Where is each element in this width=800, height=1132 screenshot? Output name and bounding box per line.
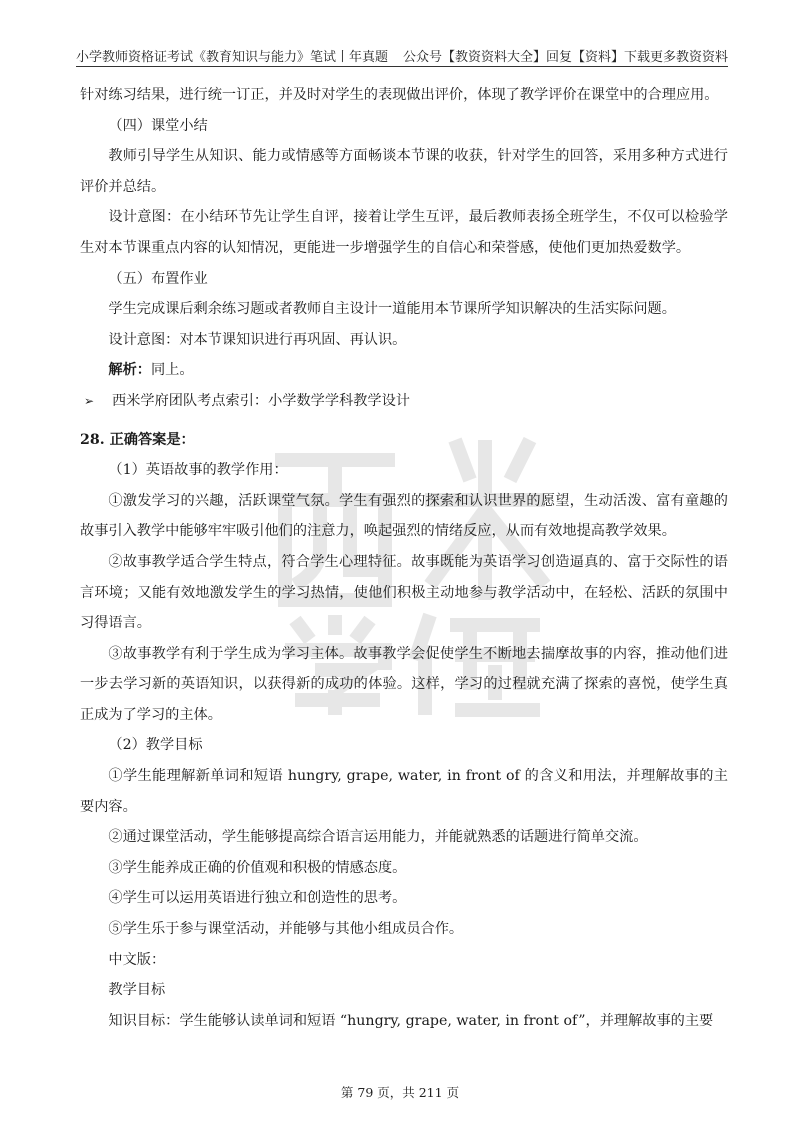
paragraph	[80, 853, 728, 884]
paragraph-text: ②通过课堂活动，学生能够提高综合语言运用能力，并能就熟悉的话题进行简单交流。	[108, 829, 648, 846]
paragraph	[80, 486, 728, 547]
paragraph	[80, 294, 728, 325]
index-bullet-line	[80, 386, 728, 417]
answer-heading	[80, 425, 728, 456]
paragraph	[80, 325, 728, 356]
paragraph-text: （四）课堂小结	[108, 117, 208, 134]
page-body	[80, 80, 728, 1036]
paragraph-text: 设计意图：对本节课知识进行再巩固、再认识。	[108, 331, 407, 348]
page-header	[76, 44, 728, 67]
index-text: 西米学府团队考点索引：小学数学学科教学设计	[112, 392, 410, 409]
paragraph-text: 知识目标：学生能够认读单词和短语 “hungry, grape, water, in front of”，并理解故事的主要	[108, 1012, 714, 1029]
paragraph-text: 教学目标	[108, 982, 166, 999]
paragraph-text: （五）布置作业	[108, 270, 208, 287]
paragraph-text: 设计意图：在小结环节先让学生自评，接着让学生互评，最后教师表扬全班学生，不仅可以检验学生对本节课重点内容的认知情况，更能进一步增强学生的自信心和荣誉感，使他们更加热爱数学。	[80, 209, 728, 256]
paragraph	[80, 883, 728, 914]
paragraph	[80, 264, 728, 295]
paragraph	[80, 914, 728, 945]
paragraph-gap	[80, 417, 728, 425]
paragraph-text: （2）教学目标	[108, 737, 203, 754]
paragraph	[80, 547, 728, 639]
paragraph-text: ③故事教学有利于学生成为学习主体。故事教学会促使学生不断地去揣摩故事的内容，推动他们进一步去学习新的英语知识，以获得新的成功的体验。这样，学习的过程就充满了探索的喜悦，使学生真正成为了学习的主体。	[80, 645, 728, 723]
paragraph	[80, 730, 728, 761]
arrow-bullet-icon: ➢	[84, 393, 95, 408]
paragraph	[80, 455, 728, 486]
paragraph-text: ③学生能养成正确的价值观和积极的情感态度。	[108, 859, 407, 876]
paragraph-text: ①激发学习的兴趣，活跃课堂气氛。学生有强烈的探索和认识世界的愿望，生动活泼、富有童趣的故事引入教学中能够牢牢吸引他们的注意力，唤起强烈的情绪反应，从而有效地提高教学效果。	[80, 492, 728, 540]
paragraph	[80, 761, 728, 822]
paragraph-text: 教师引导学生从知识、能力或情感等方面畅谈本节课的收获，针对学生的回答，采用多种方式进行评价并总结。	[80, 148, 728, 195]
analysis-text: 同上。	[150, 362, 194, 379]
paragraph	[80, 639, 728, 731]
paragraph-text: ②故事教学适合学生特点，符合学生心理特征。故事既能为英语学习创造逼真的、富于交际性的语言环境；又能有效地激发学生的学习热情，使他们积极主动地参与教学活动中，在轻松、活跃的氛围中习得语言。	[80, 553, 728, 632]
paragraph-text: （1）英语故事的教学作用：	[108, 462, 288, 479]
paragraph	[80, 975, 728, 1006]
analysis-paragraph	[80, 355, 728, 386]
page-footer: 第 79 页，共 211 页	[340, 1085, 460, 1100]
paragraph	[80, 141, 728, 202]
paragraph	[80, 111, 728, 142]
answer-heading-text: 28. 正确答案是：	[80, 431, 195, 448]
paragraph	[80, 945, 728, 976]
paragraph-text: ①学生能理解新单词和短语 hungry, grape, water, in front of 的含义和用法，并理解故事的主要内容。	[80, 768, 728, 815]
paragraph	[80, 80, 728, 111]
paragraph-text: 中文版：	[108, 951, 166, 968]
paragraph	[80, 822, 728, 853]
paragraph-text: 学生完成课后剩余练习题或者教师自主设计一道能用本节课所学知识解决的生活实际问题。	[108, 301, 676, 318]
paragraph	[80, 202, 728, 263]
paragraph-text: 针对练习结果，进行统一订正，并及时对学生的表现做出评价，体现了教学评价在课堂中的合理应用。	[80, 87, 719, 103]
paragraph-text: ④学生可以运用英语进行独立和创造性的思考。	[108, 890, 407, 907]
paragraph-text: ⑤学生乐于参与课堂活动，并能够与其他小组成员合作。	[108, 921, 464, 938]
header-left-title: 小学教师资格证考试《教育知识与能力》笔试丨年真题	[76, 50, 389, 65]
paragraph	[80, 1006, 728, 1037]
analysis-label: 解析：	[108, 362, 151, 379]
header-right-note: 公众号【教资资料大全】回复【资料】下载更多教资资料	[402, 50, 728, 65]
